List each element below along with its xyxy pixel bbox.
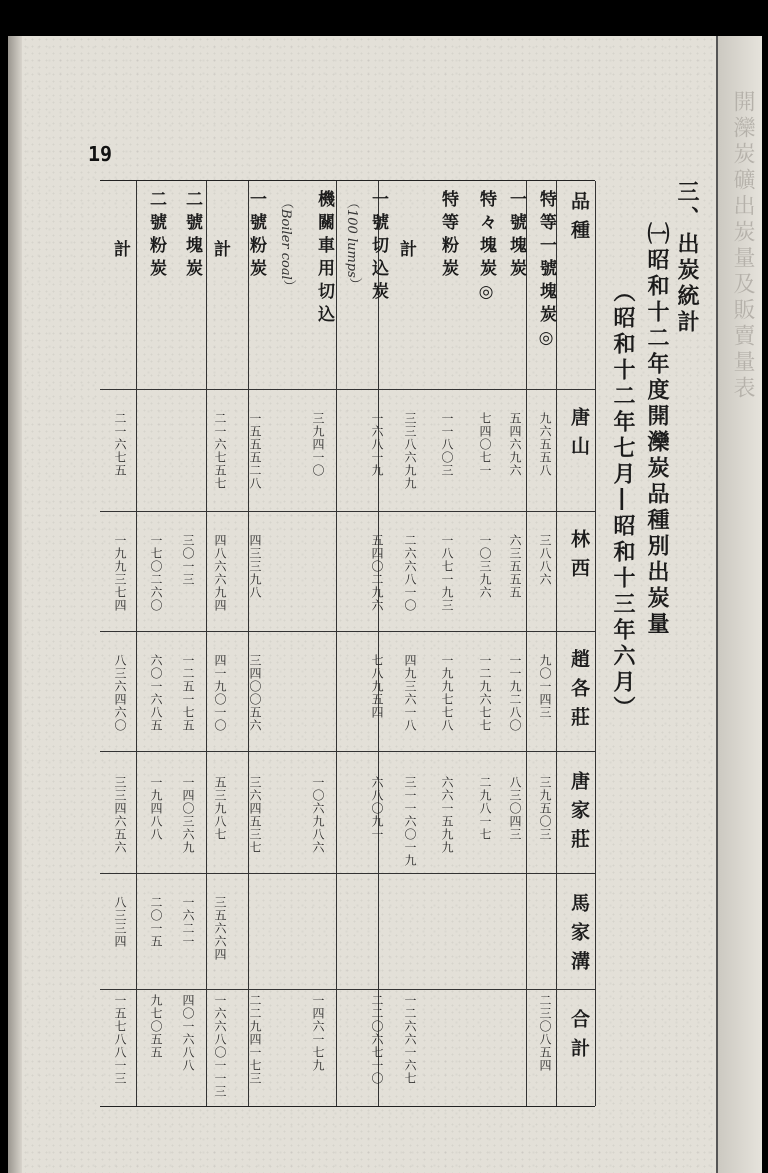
cell-value: 一九九七七八	[440, 654, 454, 732]
row-divider	[100, 631, 595, 632]
cell-value: 一五七八八一三	[113, 994, 127, 1085]
cell-value: 四八六六九四	[213, 534, 227, 612]
production-table	[100, 180, 595, 1107]
cell-value: 四〇一六八八	[181, 994, 195, 1072]
cell-value: 四九三六一八	[403, 654, 417, 732]
cell-value: 一六六八〇一一三	[213, 994, 227, 1098]
row-label: 特等一號塊炭◎	[536, 190, 556, 354]
cell-value: 三九五〇三	[538, 776, 552, 841]
col-divider	[136, 181, 207, 1106]
cell-value: 一一八〇三	[440, 412, 454, 477]
row-divider	[100, 511, 595, 512]
row-label: 一號粉炭	[246, 190, 266, 282]
cell-value: 一八七一九三	[440, 534, 454, 612]
table-subtitle: ㈠昭和十二年度開灤炭品種別出炭量	[644, 222, 670, 638]
row-divider	[100, 389, 595, 390]
header-mine-tangjiazhuang: 唐家莊	[568, 771, 590, 858]
cell-value: 二二〇六七一〇	[370, 994, 384, 1085]
cell-value: 一四六一七九	[311, 994, 325, 1072]
cell-value: 一二五一七五	[181, 654, 195, 732]
cell-value: 八三〇四三	[508, 776, 522, 841]
cell-value: 七四〇七一	[478, 412, 492, 477]
header-mine-majiagou: 馬家溝	[568, 893, 590, 980]
header-mine-zhaogezhuang: 趙各莊	[568, 649, 590, 736]
row-label: 一號切込炭	[368, 190, 388, 305]
row-label: 一號塊炭	[506, 190, 526, 282]
cell-value: 一六八一九	[370, 412, 384, 477]
cell-value: 一七〇二六〇	[149, 534, 163, 612]
cell-value: 一九九三七四	[113, 534, 127, 612]
cell-value: 二一六七五七	[213, 412, 227, 490]
cell-value: 二六六八一〇	[403, 534, 417, 612]
cell-value: 九六五五八	[538, 412, 552, 477]
cell-value: 一四〇三六九	[181, 776, 195, 854]
cell-value: 三一一六〇一九	[403, 776, 417, 867]
cell-value: 一五五五二八	[248, 412, 262, 490]
row-note: （Boiler coal）	[278, 196, 293, 293]
cell-value: 四三三九八	[248, 534, 262, 599]
cell-value: 二二九四一七三	[248, 994, 262, 1085]
header-mine-tangshan: 唐山	[568, 407, 590, 465]
cell-value: 二九八一七	[478, 776, 492, 841]
page-number: 19	[88, 142, 113, 166]
cell-value: 一二六六一六七	[403, 994, 417, 1085]
cell-value: 一九四八八	[149, 776, 163, 841]
cell-value: 三八八六	[538, 534, 552, 586]
bleed-through-text: 開灤炭礦出炭量及販賣量表	[730, 90, 755, 402]
cell-value: 三六四五三七	[248, 776, 262, 854]
period-caption: （昭和十二年七月―昭和十三年六月）	[610, 280, 636, 722]
col-divider	[100, 181, 137, 1106]
col-divider	[336, 181, 379, 1106]
row-label: 二號粉炭	[146, 190, 166, 282]
cell-value: 六八〇九一	[370, 776, 384, 841]
col-divider	[378, 181, 527, 1106]
section-title: 三、出炭統計	[674, 180, 700, 336]
row-label: 特等粉炭	[438, 190, 458, 282]
cell-value: 三五六六四	[213, 896, 227, 961]
cell-value: 三三八六九九	[403, 412, 417, 490]
row-note: （100 lumps）	[344, 196, 359, 291]
cell-value: 三三四六五六	[113, 776, 127, 854]
cell-value: 四一九〇一〇	[213, 654, 227, 732]
row-divider	[100, 751, 595, 752]
cell-value: 三九四一〇	[311, 412, 325, 477]
row-label: 機關車用切込	[314, 190, 334, 328]
cell-value: 六六一五九九	[440, 776, 454, 854]
header-total: 合計	[568, 1009, 590, 1067]
row-label: 計	[396, 240, 416, 263]
cell-value: 九七〇五五	[149, 994, 163, 1059]
row-label: 二號塊炭	[182, 190, 202, 282]
cell-value: 八三六四六〇	[113, 654, 127, 732]
col-divider	[206, 181, 249, 1106]
row-divider	[100, 873, 595, 874]
page-edge-shadow	[8, 36, 22, 1173]
row-divider	[100, 989, 595, 990]
cell-value: 五四〇二九六	[370, 534, 384, 612]
cell-value: 三〇一三	[181, 534, 195, 586]
cell-value: 五四六九六	[508, 412, 522, 477]
cell-value: 二三〇八五四	[538, 994, 552, 1072]
cell-value: 九〇一四三	[538, 654, 552, 719]
cell-value: 七八九五四	[370, 654, 384, 719]
cell-value: 二〇一五	[149, 896, 163, 948]
row-label: 計	[210, 240, 230, 263]
cell-value: 二一六七五	[113, 412, 127, 477]
cell-value: 一一九二八〇	[508, 654, 522, 732]
row-label: 計	[110, 240, 130, 263]
cell-value: 一六二一	[181, 896, 195, 948]
cell-value: 三四〇〇五六	[248, 654, 262, 732]
header-product: 品種	[568, 191, 590, 249]
cell-value: 一〇三九六	[478, 534, 492, 599]
cell-value: 六〇一六八五	[149, 654, 163, 732]
cell-value: 八三三四	[113, 896, 127, 948]
cell-value: 五三九八七	[213, 776, 227, 841]
header-mine-linxi: 林西	[568, 529, 590, 587]
cell-value: 六三五五五	[508, 534, 522, 599]
cell-value: 一〇六九八六	[311, 776, 325, 854]
row-label: 特々塊炭◎	[476, 190, 496, 308]
cell-value: 一二九六七七	[478, 654, 492, 732]
